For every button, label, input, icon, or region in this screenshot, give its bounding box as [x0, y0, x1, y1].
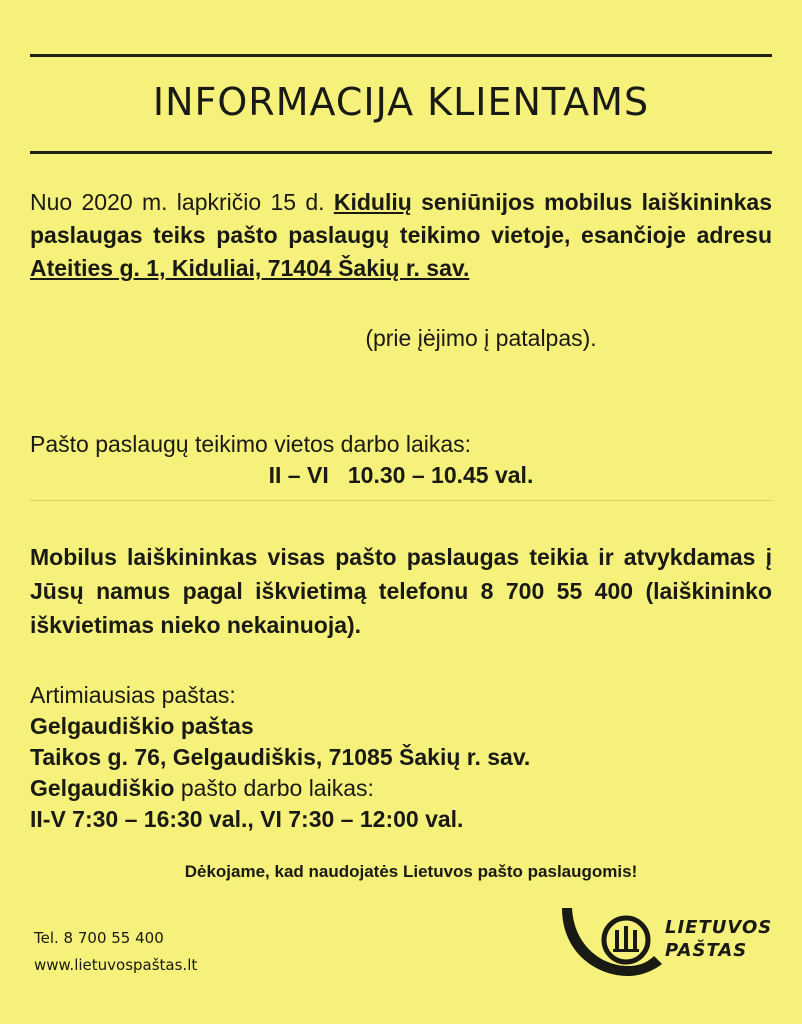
nearest-name: Gelgaudiškio paštas [30, 713, 254, 739]
contact-phone: Tel. 8 700 55 400 [34, 929, 164, 947]
contact-website: www.lietuvospaštas.lt [34, 956, 198, 974]
intro-date: Nuo 2020 m. lapkričio 15 d. [30, 189, 325, 215]
entrance-note: (prie įėjimo į patalpas). [365, 325, 597, 351]
mobile-postman-paragraph: Mobilus laiškininkas visas pašto paslaugas teikia ir atvykdamas į Jūsų namus pagal iškvietimą telefonu 8 700 55 400 (laiškininko iškvietimas nieko nekainuoja). [30, 544, 772, 638]
nearest-hours-text: pašto darbo laikas: [180, 775, 374, 801]
service-hours-label: Pašto paslaugų teikimo vietos darbo laikas: [30, 431, 472, 457]
service-hours: II – VI 10.30 – 10.45 val. [268, 462, 534, 488]
brand-logo-text [665, 916, 772, 962]
nearest-address: Taikos g. 76, Gelgaudiškis, 71085 Šakių r. sav. [30, 744, 531, 770]
intro-service-text: seniūnijos mobilus laiškininkas paslaugas teiks pašto paslaugų teikimo vietoje, esančioje adresu [30, 189, 773, 248]
intro-district: Kidulių [333, 189, 412, 215]
nearest-label: Artimiausias paštas: [30, 682, 236, 708]
thank-you-note: Dėkojame, kad naudojatės Lietuvos pašto paslaugomis! [184, 862, 638, 881]
contact-info [34, 925, 197, 979]
page-title: INFORMACIJA KLIENTAMS [152, 80, 650, 124]
section-divider [30, 500, 772, 501]
nearest-hours-label [30, 773, 772, 804]
intro-paragraph [30, 186, 772, 285]
brand-line-1: LIETUVOS [665, 917, 773, 938]
nearest-post-office [30, 680, 772, 835]
nearest-hours-name: Gelgaudiškio [30, 775, 175, 801]
brand-line-2: PAŠTAS [665, 940, 748, 961]
bottom-rule [30, 151, 772, 154]
intro-address: Ateities g. 1, Kiduliai, 71404 Šakių r. sav. [30, 255, 470, 281]
nearest-hours: II-V 7:30 – 16:30 val., VI 7:30 – 12:00 val. [30, 806, 464, 832]
top-rule [30, 54, 772, 57]
